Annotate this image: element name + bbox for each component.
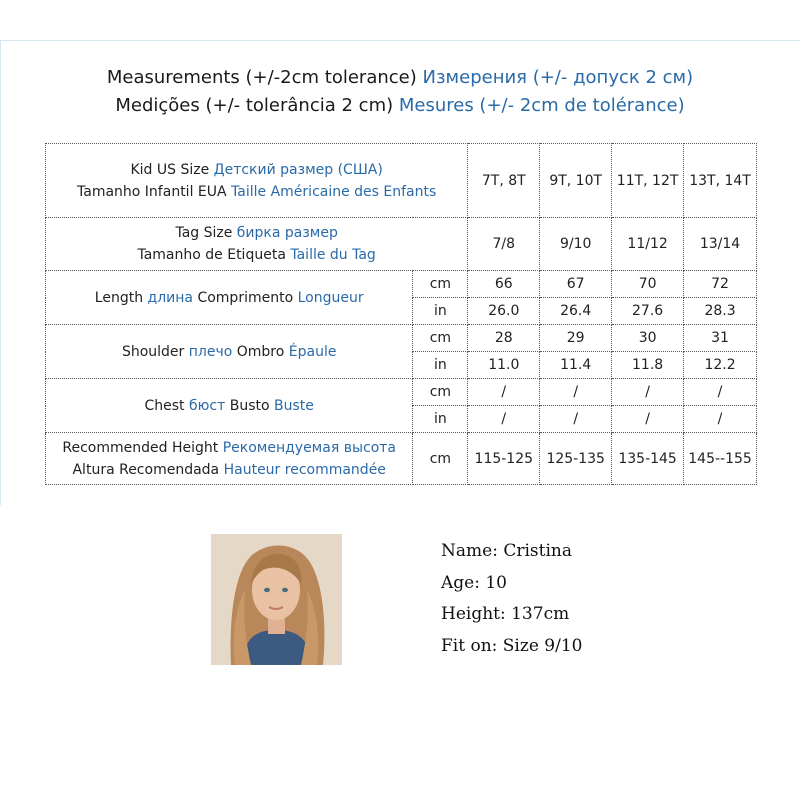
- label-pt: Busto: [229, 397, 270, 414]
- row-label-tag-size: [46, 218, 468, 271]
- table-cell: 7/8: [468, 218, 540, 271]
- table-cell: 67: [540, 271, 612, 298]
- label-ru: плечо: [188, 343, 233, 360]
- table-cell: 72: [684, 271, 757, 298]
- model-name: Name: Cristina: [441, 541, 572, 561]
- table-cell: 13/14: [684, 218, 757, 271]
- label-pt: Ombro: [236, 343, 285, 360]
- table-cell: 145--155: [684, 433, 757, 485]
- table-cell: 125-135: [540, 433, 612, 485]
- label-pt: Comprimento: [197, 289, 294, 306]
- table-cell: /: [468, 379, 540, 406]
- heading-russian: Измерения (+/- допуск 2 см): [422, 67, 694, 88]
- model-info: [441, 536, 582, 662]
- label-en: Shoulder: [121, 343, 185, 360]
- table-cell: 11.8: [612, 352, 684, 379]
- table-cell: 12.2: [684, 352, 757, 379]
- table-cell: 9T, 10T: [540, 144, 612, 218]
- table-cell: /: [612, 379, 684, 406]
- table-cell: 135-145: [612, 433, 684, 485]
- heading-line-1: [0, 64, 800, 92]
- table-cell: 28: [468, 325, 540, 352]
- unit-cell: in: [413, 406, 468, 433]
- label-fr: Hauteur recommandée: [223, 461, 386, 478]
- label-en: Chest: [144, 397, 185, 414]
- label-fr: Buste: [274, 397, 314, 414]
- table-cell: 115-125: [468, 433, 540, 485]
- table-cell: 11.4: [540, 352, 612, 379]
- table-cell: 11T, 12T: [612, 144, 684, 218]
- table-cell: /: [468, 406, 540, 433]
- table-cell: /: [684, 379, 757, 406]
- table-cell: 11.0: [468, 352, 540, 379]
- heading-french: Mesures (+/- 2cm de tolérance): [398, 95, 685, 116]
- label-pt: Tamanho Infantil EUA: [77, 183, 227, 200]
- table-row-chest-cm: [46, 379, 757, 406]
- heading-english: Measurements (+/-2cm tolerance): [106, 67, 417, 88]
- table-cell: 7T, 8T: [468, 144, 540, 218]
- table-row-height: [46, 433, 757, 485]
- row-label-chest: [46, 379, 413, 433]
- table-row-tag-size: [46, 218, 757, 271]
- label-en: Length: [94, 289, 144, 306]
- label-pt: Tamanho de Etiqueta: [137, 247, 286, 263]
- table-row-kid-size: [46, 144, 757, 218]
- label-ru: бюст: [189, 397, 226, 414]
- table-cell: /: [612, 406, 684, 433]
- row-label-shoulder: [46, 325, 413, 379]
- unit-cell: cm: [413, 433, 468, 485]
- model-fit: Fit on: Size 9/10: [441, 635, 583, 656]
- table-cell: /: [540, 406, 612, 433]
- table-row-shoulder-cm: [46, 325, 757, 352]
- table-cell: 30: [612, 325, 684, 352]
- table-cell: 28.3: [684, 298, 757, 325]
- unit-cell: cm: [413, 379, 468, 406]
- label-ru: Детский размер (США): [213, 161, 383, 178]
- row-label-height: [46, 433, 413, 485]
- model-age: Age: 10: [441, 572, 507, 593]
- row-label-length: [46, 271, 413, 325]
- table-cell: /: [684, 406, 757, 433]
- table-row-length-cm: [46, 271, 757, 298]
- row-label-kid-size: [46, 144, 468, 218]
- table-cell: /: [540, 379, 612, 406]
- model-height: Height: 137cm: [441, 604, 570, 624]
- table-cell: 70: [612, 271, 684, 298]
- label-en: Tag Size: [175, 225, 233, 241]
- label-ru: бирка размер: [236, 225, 338, 241]
- label-fr: Taille du Tag: [290, 247, 376, 263]
- table-cell: 31: [684, 325, 757, 352]
- label-ru: длина: [147, 289, 193, 306]
- label-en: Kid US Size: [130, 161, 210, 178]
- label-fr: Épaule: [288, 343, 337, 360]
- label-fr: Longueur: [297, 289, 364, 306]
- model-photo: [211, 534, 342, 665]
- table-cell: 13T, 14T: [684, 144, 757, 218]
- page-heading: [0, 64, 800, 120]
- model-portrait-illustration: [211, 534, 342, 665]
- table-cell: 26.4: [540, 298, 612, 325]
- table-cell: 66: [468, 271, 540, 298]
- table-cell: 27.6: [612, 298, 684, 325]
- label-fr: Taille Américaine des Enfants: [231, 183, 437, 200]
- label-ru: Рекомендуемая высота: [222, 439, 397, 456]
- label-pt: Altura Recomendada: [72, 461, 220, 478]
- heading-line-2: [0, 92, 800, 120]
- table-cell: 11/12: [612, 218, 684, 271]
- unit-cell: in: [413, 352, 468, 379]
- size-chart-table: [45, 143, 757, 485]
- label-en: Recommended Height: [62, 439, 219, 456]
- unit-cell: cm: [413, 271, 468, 298]
- heading-portuguese: Medições (+/- tolerância 2 cm): [115, 95, 394, 116]
- table-cell: 26.0: [468, 298, 540, 325]
- table-cell: 29: [540, 325, 612, 352]
- unit-cell: cm: [413, 325, 468, 352]
- unit-cell: in: [413, 298, 468, 325]
- table-cell: 9/10: [540, 218, 612, 271]
